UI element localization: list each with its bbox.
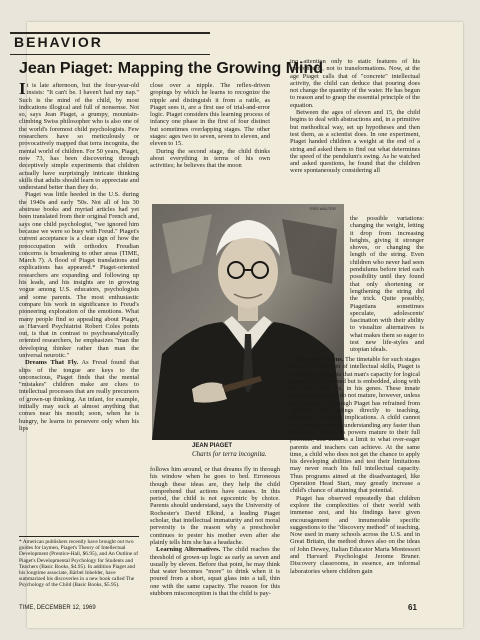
paragraph: The timetable for such stages of the development of intellectual skills, Piaget is convinced, suggests that man's capacity for logical thought is not learned but is embedded, along with hair color and sex, in his genes. These innate rational tendencies do not mature, however, unless they are used. Although Piaget has refrained from applying his findings directly to teaching, educators see some implications. A child cannot be forced to develop understanding any faster than the rate at which his powers mature to their full potential, and there is a limit to what over-eager parents and teachers can achieve. At the same time, a child who does not get the chance to apply his developing abilities and test their limitations may never reach his full intellectual capacity. Thus programs aimed at the disadvantaged, like Operation Head Start, may greatly increase a child's chance of attaining that potential.: [290, 356, 420, 495]
headline: Jean Piaget: Mapping the Growing Mind: [19, 60, 324, 77]
article-column-3-bottom: [290, 356, 420, 592]
photo-credit: ERD WALTER: [310, 206, 336, 211]
caption-description: Charts for terra incognita.: [192, 450, 267, 458]
paragraph: Between the ages of eleven and 15, the child begins to deal with abstractions and, in a primitive but methodical way, set up hypotheses and then test them, as a scientist does. In one experiment, Piaget handed children a weight at the end of a string and asked them to find out what determines the speed of the pendulum's swing. As he watched and asked questions, he found that the children were spontaneously considering all: [290, 109, 420, 175]
paragraph: t is late afternoon, but the four-year-old insists: "It can't be. I haven't had my nap." Such is the mind of the child, by most indications illogical and full of nonsense. Not so, says Jean Piaget, a grumpy, mountain-climbing Swiss philosopher who is also one of the world's foremost child psychologists. Few researchers have so meticulously or provocatively mapped that terra incognita, the mental world of children. For 50 years, Piaget, now 73, has been discovering through deceptively simple experiments that children actually have surprisingly intricate thinking skills that adults should learn to appreciate and understand better than they do.: [19, 82, 139, 192]
paragraph: The child reaches the threshold of grown-up logic as early as seven and usually by eleven. Before that point, he may think that water becomes "more" to drink when it is poured from a short, squat glass into a tall, thin one with the same capacity. The reason for this stubborn misconception is that the child is pay-: [150, 546, 281, 598]
section-label: BEHAVIOR: [14, 34, 103, 50]
caption-name: JEAN PIAGET: [192, 443, 233, 449]
subhead: Learning Alternatives.: [156, 546, 221, 554]
paragraph: close over a nipple. The reflex-driven gropings by which he learns to recognize the nipple and distinguish it from a rattle, as Piaget sees it, are a first use of trial-and-error logic. Piaget considers this learning process of infancy one phase in the first of four distinct but sometimes overlapping stages. The other stages: ages two to seven, seven to eleven, and eleven to 15.: [150, 82, 270, 148]
article-column-3-wrap: [350, 215, 424, 355]
subhead: Classroom Hens.: [296, 356, 344, 363]
paragraph: follows him around, or that dreams fly in through his window when he goes to bed. Erroneous though these ideas are, they help the child comprehend that actions have causes. In this period, the child is not egocentric by choice. Parents should understand, says the University of Rochester's David Elkind, a leading Piaget scholar, that intellectual immaturity and not moral perversity is the reason why a preschooler continues to pester his mother even after she plainly tells him she has a headache.: [150, 466, 280, 546]
page-footer-date: TIME, DECEMBER 12, 1969: [19, 605, 96, 611]
article-column-1: [19, 79, 139, 536]
paragraph: During the second stage, the child thinks about everything in terms of his own activities; he believes that the moon: [150, 147, 270, 170]
article-column-2-bottom: [150, 466, 281, 598]
drop-cap: I: [19, 79, 26, 98]
footnote: * American publishers recently have brought out two guides for laymen, Piaget's Theory of Intellectual Development (Prentice-Hall, $6.95), and An Outline of Piaget's Developmental Psychology for Students and Teachers (Basic Books, $4.95). In addition Piaget and his longtime associate, Bärbel Inhelder, have summarized his discoveries in a new book called The Psychology of the Child (Basic Books, $5.95).: [19, 536, 139, 589]
article-column-3-top: [290, 58, 420, 212]
subhead: Dreams That Fly.: [25, 359, 79, 367]
photo-caption: [192, 442, 267, 458]
paragraph: Piaget was little heeded in the U.S. during the 1940s and early '50s. Not all of his 30 abstruse books and myriad articles had yet been translated from their original French and, says one child psychologist, "we ignored him because we were so busy with Freud." Piaget's current acceptance is a clear sign of how the preoccupation with orthodox Freudian concerns is broadening to other areas (TIME, March 7). A flood of Piaget translations and explications has appeared.* Piaget-oriented researchers are expanding and following up his leads, and his insights are in growing vogue among U.S. educators, psychologists and some parents. The most enthusiastic compare his work in significance to Freud's pioneering exploration of the emotions. What many people find so appealing about Piaget, as Harvard Psychiatrist Robert Coles points out, is that in contrast to psychoanalytically oriented researchers, he emphasizes "man the developing thinker rather than man the universal neurotic.": [19, 191, 139, 359]
paragraph: ing attention only to static features of his environment, not to transformations. Now, at the age Piaget calls that of "concrete" intellectual activity, the child can deduce that pouring does not change the quantity of the water. He has begun to reason and to grasp the essential principle of the equation.: [290, 58, 420, 109]
page-number: 61: [408, 603, 417, 612]
article-column-2-top: [150, 82, 270, 202]
paragraph: the possible variations: changing the weight, letting it drop from increasing heights, giving it stronger shoves, or changing the length of the string. Even children who never had seen pendulums before tried each possibility until they found that only shortening or lengthening the string did the trick. Quite possibly, Piagetians sometimes speculate, adolescents' fascination with their ability to visualize alternatives is what makes them so eager to test new life-styles and utopian ideals.: [350, 215, 425, 354]
paragraph: As Freud found that slips of the tongue are keys to the unconscious, Piaget finds that the mental "mistakes" children make are clues to intellectual processes that are really precursors of grown-up thinking. An infant, for example, initially may suck at almost anything that comes near his mouth; soon, when he is hungry, he learns to persevere only when his lips: [19, 359, 139, 432]
paragraph: Piaget has observed repeatedly that children explore the complexities of their world with immense zest, and his findings have given encouragement and innumerable specific suggestions to the "discovery method" of teaching. Now used in many schools across the U.S. and in Great Britain, the method draws also on the ideas of John Dewey, Italian Educator Maria Montessori and Harvard Psychologist Jerome Bruner. Discovery classrooms, in essence, are informal laboratories where children gain: [290, 494, 420, 575]
